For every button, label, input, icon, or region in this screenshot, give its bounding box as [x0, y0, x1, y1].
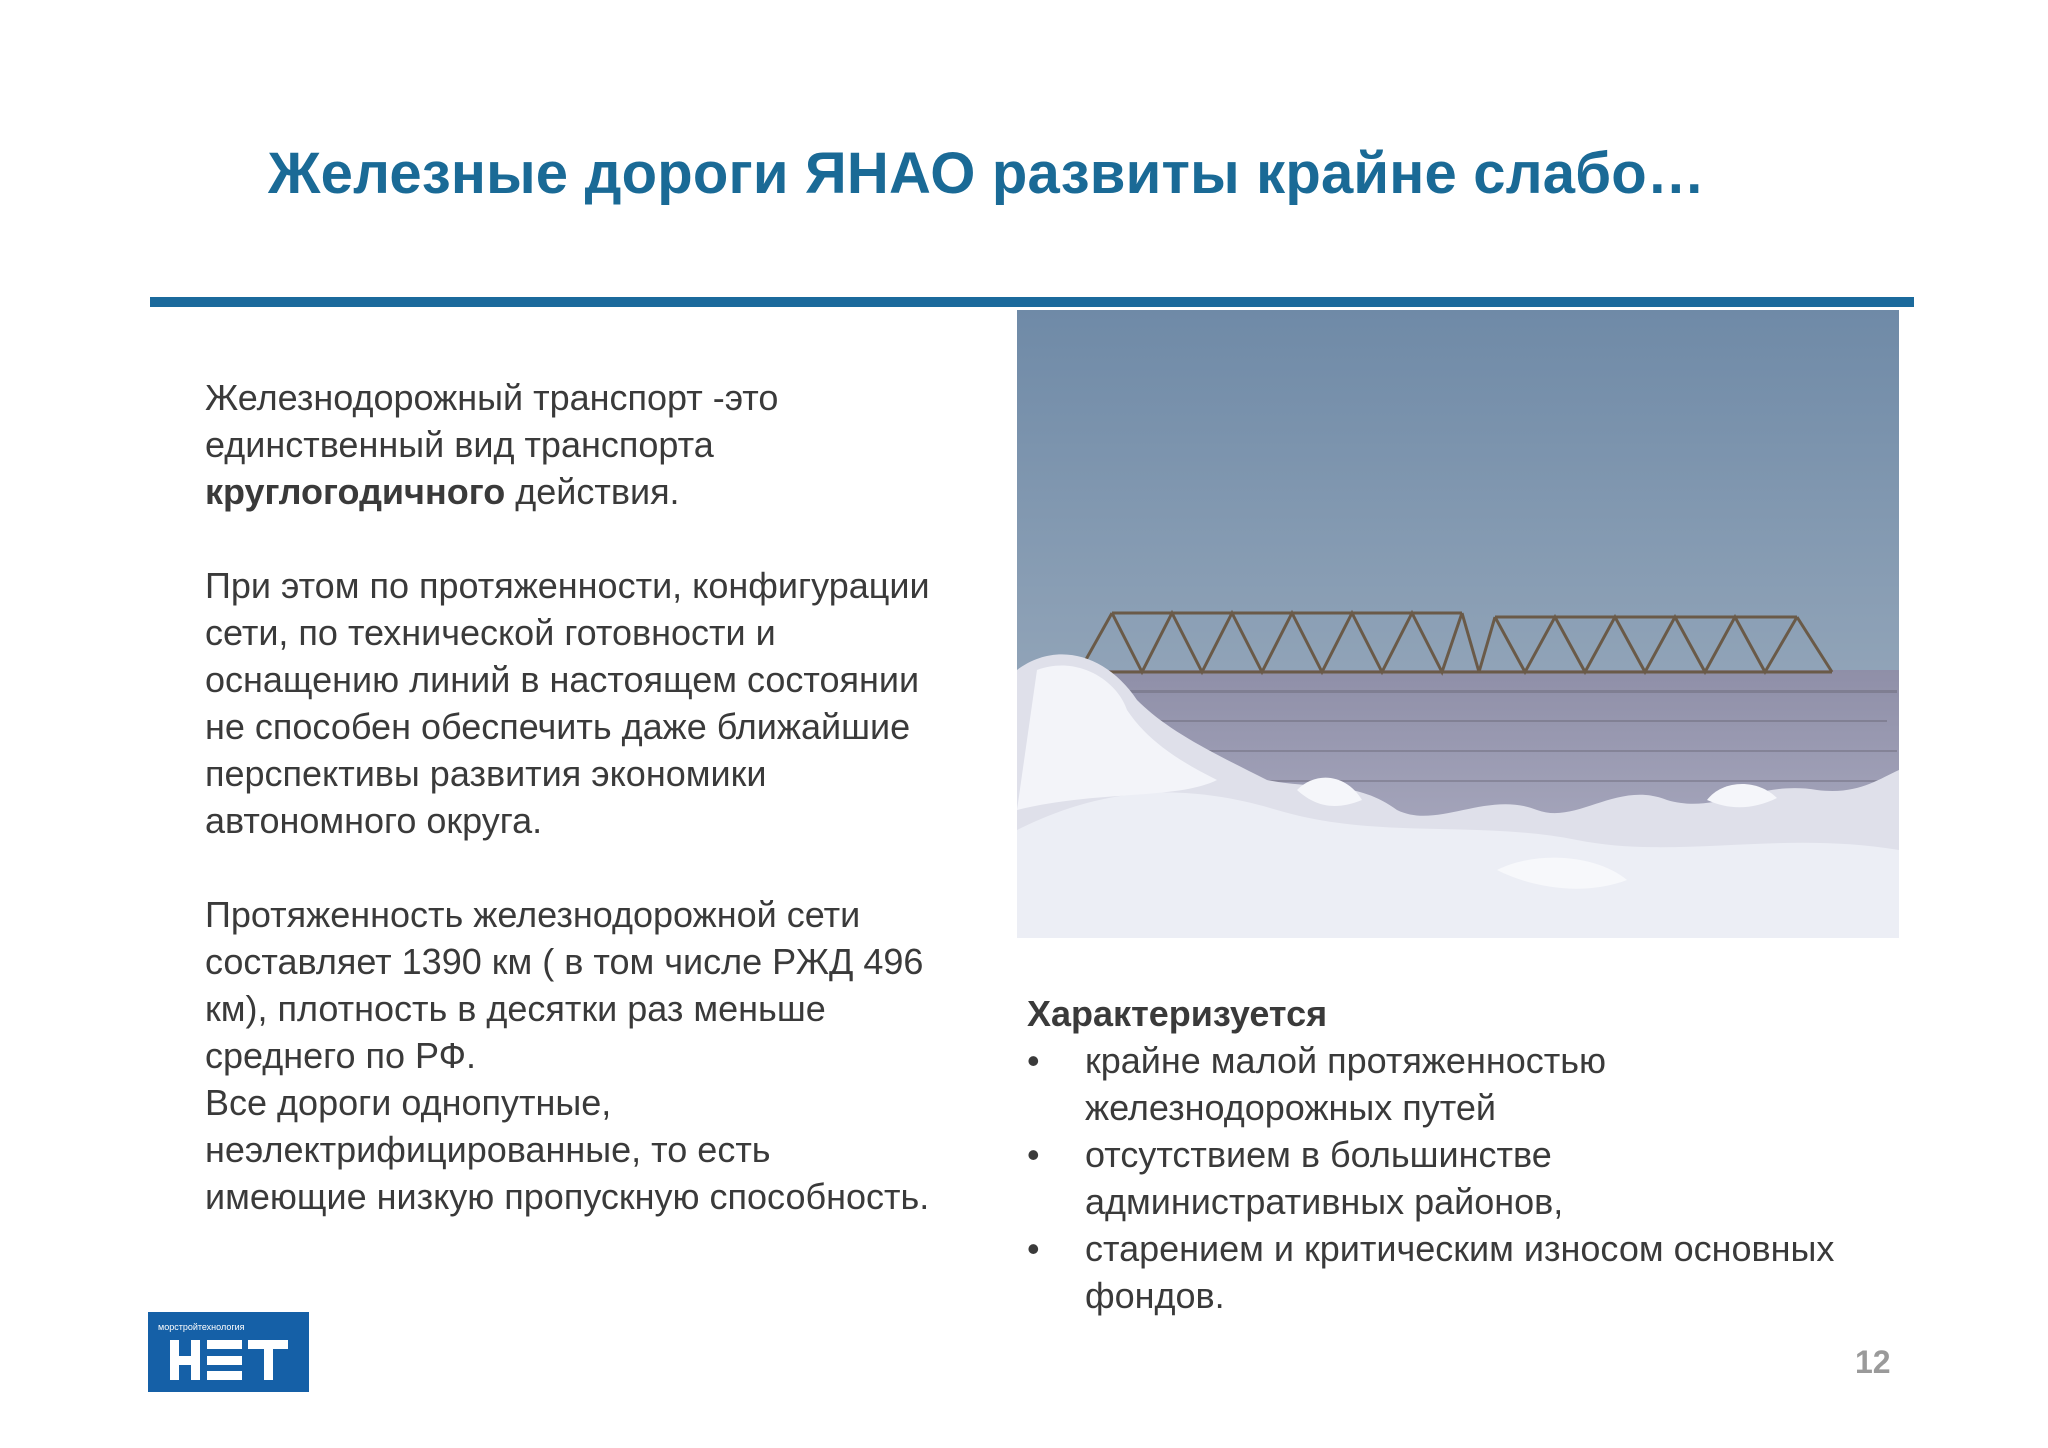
p3-line: неэлектрифицированные, то есть — [205, 1129, 771, 1170]
left-text-block — [205, 374, 1005, 1220]
p3-line: Протяженность железнодорожной сети — [205, 894, 861, 935]
p3-line: км), плотность в десятки раз меньше — [205, 988, 826, 1029]
page-number: 12 — [1855, 1344, 1891, 1380]
bullet: • — [1027, 1040, 1040, 1081]
list-item-line: старением и критическим износом основных — [1085, 1228, 1835, 1269]
list-item-line: отсутствием в большинстве — [1085, 1134, 1552, 1175]
p3-line: составляет 1390 км ( в том числе РЖД 496 — [205, 941, 924, 982]
list-item-line: административных районов, — [1085, 1181, 1564, 1222]
list-item — [1027, 1131, 1927, 1225]
paragraph-2 — [205, 562, 1005, 844]
bullet: • — [1027, 1228, 1040, 1269]
p3-line: среднего по РФ. — [205, 1035, 477, 1076]
company-logo — [148, 1312, 309, 1392]
p2-line: автономного округа. — [205, 800, 543, 841]
characteristics-heading: Характеризуется — [1027, 993, 1328, 1034]
railway-bridge-photo — [1017, 310, 1899, 938]
paragraph-3 — [205, 891, 1005, 1220]
p2-line: перспективы развития экономики — [205, 753, 767, 794]
list-item — [1027, 1225, 1927, 1319]
p2-line: оснащению линий в настоящем состоянии — [205, 659, 920, 700]
p2-line: не способен обеспечить даже ближайшие — [205, 706, 911, 747]
list-item-line: фондов. — [1085, 1275, 1225, 1316]
p1-tail: действия. — [505, 471, 680, 512]
p1-bold-word: круглогодичного — [205, 471, 506, 512]
list-item — [1027, 1037, 1927, 1131]
characteristics-block — [1027, 990, 1927, 1319]
list-item-line: железнодорожных путей — [1085, 1087, 1496, 1128]
logo-caption: морстройтехнология — [158, 1322, 245, 1332]
p2-line: При этом по протяженности, конфигурации — [205, 565, 930, 606]
title-divider — [150, 297, 1914, 307]
paragraph-1 — [205, 374, 1005, 515]
p2-line: сети, по технической готовности и — [205, 612, 776, 653]
bullet: • — [1027, 1134, 1040, 1175]
p1-line-2: единственный вид транспорта — [205, 424, 714, 465]
slide-title: Железные дороги ЯНАО развиты крайне слабо… — [268, 141, 1706, 206]
p1-line-1: Железнодорожный транспорт -это — [205, 377, 779, 418]
list-item-line: крайне малой протяженностью — [1085, 1040, 1606, 1081]
characteristics-list — [1027, 1037, 1927, 1319]
p3-line: имеющие низкую пропускную способность. — [205, 1176, 930, 1217]
p3-line: Все дороги однопутные, — [205, 1082, 612, 1123]
logo-mark-icon — [148, 1312, 309, 1392]
